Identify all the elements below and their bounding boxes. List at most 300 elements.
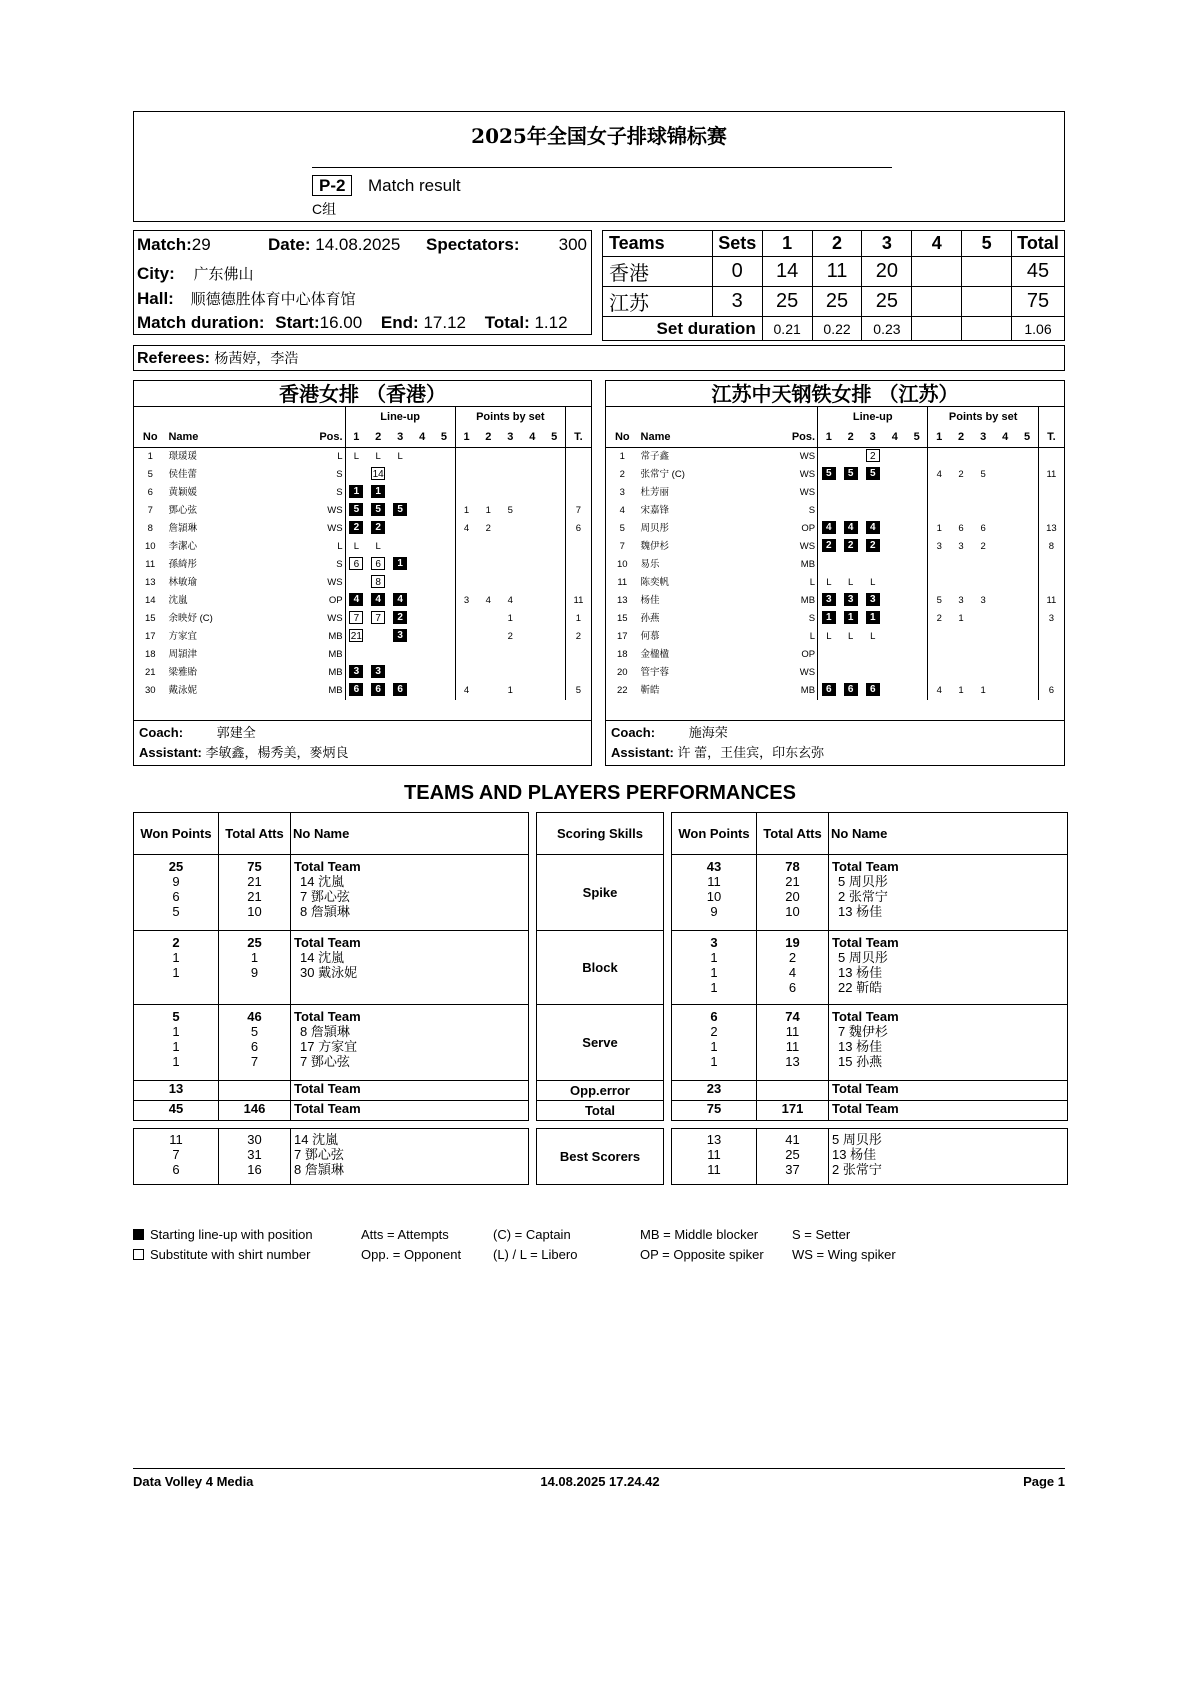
value: 7 — [172, 1147, 180, 1162]
player-entry: 30 戴泳妮 — [300, 965, 358, 980]
lineup-set-header: 1 — [818, 427, 840, 447]
player-number: 1 — [147, 450, 153, 462]
value: 1 — [710, 965, 718, 980]
player-entry: 5 周贝彤 — [838, 874, 888, 889]
player-position: S — [336, 558, 343, 570]
player-position: L — [337, 540, 343, 552]
set-duration-label: Set duration — [603, 317, 763, 341]
total-header: Total — [1012, 231, 1065, 257]
skill-name-row — [537, 931, 664, 1005]
value: 31 — [247, 1147, 262, 1162]
player-row — [606, 628, 1064, 646]
value: 43 — [706, 859, 722, 874]
opp-error-row — [672, 1081, 1068, 1101]
lineup-cell — [345, 538, 367, 556]
lineup-cell — [345, 610, 367, 628]
skill-row — [672, 855, 1068, 931]
lineup-set-header: 1 — [345, 427, 367, 447]
set-points-cell — [455, 628, 477, 646]
lineup-header: Line-up — [345, 407, 455, 427]
set-points-cell: 1 — [507, 684, 513, 696]
legend-starting — [133, 1227, 313, 1242]
set-points-cell — [972, 664, 994, 682]
player-row — [606, 538, 1064, 556]
referees-box — [133, 345, 1065, 371]
lineup-cell — [862, 592, 884, 610]
lineup-cell — [862, 628, 884, 646]
value: 10 — [247, 904, 262, 919]
starting-position-marker: 6 — [866, 683, 880, 696]
set-points-cell — [1016, 538, 1038, 556]
team-b-sets: 3 — [712, 287, 762, 317]
roster-group-header — [606, 407, 1064, 427]
player-name: 侯佳蕾 — [168, 468, 197, 480]
lineup-cell — [906, 538, 928, 556]
match-label: Match: — [137, 235, 192, 254]
footer-page: Page 1 — [1023, 1474, 1065, 1489]
player-position: S — [808, 504, 816, 516]
end-time: 17.12 — [423, 313, 466, 332]
player-name: 戴泳妮 — [168, 684, 197, 696]
lineup-cell — [818, 664, 840, 682]
total-name: Total Team — [829, 1101, 1068, 1121]
substitute-marker: 6 — [349, 557, 363, 570]
set2-header: 2 — [812, 231, 862, 257]
set-points-cell — [521, 646, 543, 664]
date-label: Date: — [268, 235, 311, 254]
total-label-row — [537, 1101, 664, 1121]
lineup-cell — [367, 466, 389, 484]
lineup-cell — [906, 556, 928, 574]
set-points-cell: 4 — [455, 682, 477, 700]
starting-position-marker: 2 — [844, 539, 858, 552]
player-entry: 7 魏伊杉 — [838, 1024, 888, 1039]
document-name: Match result — [368, 176, 461, 195]
player-total-points — [565, 664, 591, 682]
lineup-cell — [906, 466, 928, 484]
set-points-cell: 3 — [958, 594, 964, 606]
lineup-cell — [433, 664, 455, 682]
set-points-cell — [543, 484, 565, 502]
set-points-cell — [521, 447, 543, 466]
starting-position-marker: 4 — [349, 593, 363, 606]
team-b-short: 江苏 — [603, 287, 713, 317]
lineup-cell — [433, 646, 455, 664]
starting-position-marker: 1 — [349, 485, 363, 498]
footer-software: Data Volley 4 Media — [133, 1474, 254, 1489]
roster-group-header — [134, 407, 591, 427]
player-row — [134, 574, 591, 592]
set-points-cell — [950, 664, 972, 682]
player-row — [134, 520, 591, 538]
lineup-cell — [840, 466, 862, 484]
set-points-cell — [928, 646, 950, 664]
value: 5 — [250, 1024, 259, 1039]
value: 21 — [247, 874, 262, 889]
player-row — [606, 592, 1064, 610]
set-points-cell — [499, 484, 521, 502]
team-a-total: 45 — [1012, 257, 1065, 287]
set-points-cell: 1 — [980, 684, 986, 696]
value: 46 — [247, 1009, 262, 1024]
lineup-cell — [433, 502, 455, 520]
player-row — [134, 466, 591, 484]
skill-row — [134, 931, 529, 1005]
lineup-cell — [884, 484, 906, 502]
set-points-cell — [1016, 628, 1038, 646]
player-position: MB — [328, 648, 343, 660]
lineup-cell — [389, 520, 411, 538]
lineup-cell — [818, 610, 840, 628]
player-name: 宋嘉锋 — [640, 504, 670, 516]
player-name: 靳皓 — [640, 684, 660, 696]
lineup-cell — [818, 520, 840, 538]
sets-header: Sets — [712, 231, 762, 257]
set-points-cell — [521, 682, 543, 700]
player-name: 沈嵐 — [168, 594, 188, 606]
opp-error-won: 13 — [134, 1081, 219, 1101]
player-row — [134, 664, 591, 682]
hall-row — [137, 288, 356, 309]
player-entry: 7 鄧心弦 — [300, 889, 350, 904]
points-set-header: 4 — [994, 427, 1016, 447]
total-duration: 1.06 — [1012, 317, 1065, 341]
set4-duration — [912, 317, 962, 341]
sets-header-row — [603, 231, 1065, 257]
won-points-cell — [672, 1005, 757, 1081]
lineup-cell — [818, 592, 840, 610]
libero-marker: L — [848, 576, 854, 588]
set-points-cell — [455, 574, 477, 592]
player-total-points: 7 — [565, 502, 591, 520]
end-label: End: — [380, 313, 419, 332]
lineup-cell — [884, 610, 906, 628]
player-number: 17 — [144, 630, 156, 642]
opp-error-row — [134, 1081, 529, 1101]
set-points-cell — [499, 646, 521, 664]
lineup-cell — [884, 502, 906, 520]
lineup-cell — [906, 502, 928, 520]
player-position: WS — [799, 666, 816, 678]
set-points-cell — [994, 538, 1016, 556]
set-points-cell — [543, 502, 565, 520]
lineup-cell — [389, 646, 411, 664]
set-points-cell — [1016, 682, 1038, 700]
skill-serve: Serve — [537, 1005, 664, 1081]
lineup-cell — [884, 646, 906, 664]
lineup-cell — [367, 664, 389, 682]
lineup-cell — [818, 447, 840, 466]
set-points-cell — [994, 484, 1016, 502]
player-total-points — [1038, 646, 1064, 664]
lineup-cell — [345, 466, 367, 484]
lineup-cell — [345, 682, 367, 700]
player-number: 15 — [616, 612, 628, 624]
team-a-short: 香港 — [603, 257, 713, 287]
value: 11 — [785, 1024, 800, 1039]
lineup-cell — [367, 502, 389, 520]
value: 2 — [710, 1024, 718, 1039]
skill-row — [672, 931, 1068, 1005]
perf-spacer-cell — [672, 1121, 1068, 1129]
set2-duration: 0.22 — [812, 317, 862, 341]
spectators-value: 300 — [558, 235, 587, 254]
lineup-cell — [818, 538, 840, 556]
player-name: 黄颖媛 — [168, 486, 197, 498]
set-points-cell — [543, 646, 565, 664]
player-names-cell — [291, 855, 529, 931]
set-points-cell: 4 — [507, 594, 513, 606]
team-a-coach-row — [139, 723, 586, 743]
scoring-skills-table — [536, 812, 664, 1185]
set-points-cell: 3 — [980, 594, 986, 606]
lineup-cell — [840, 574, 862, 592]
set-points-cell — [477, 538, 499, 556]
set-points-cell — [543, 610, 565, 628]
player-number: 4 — [619, 504, 625, 516]
lineup-cell — [862, 466, 884, 484]
set-points-cell — [994, 520, 1016, 538]
libero-marker: L — [848, 630, 854, 642]
player-total-points — [565, 556, 591, 574]
set-points-cell — [455, 664, 477, 682]
set-points-cell — [950, 556, 972, 574]
set-points-cell: 5 — [928, 592, 950, 610]
starting-position-marker: 5 — [866, 467, 880, 480]
lineup-cell — [411, 574, 433, 592]
name-header: Name — [639, 427, 778, 447]
lineup-cell — [862, 682, 884, 700]
player-total-points — [565, 484, 591, 502]
player-row — [606, 484, 1064, 502]
player-total-points: 3 — [1038, 610, 1064, 628]
atts-cell — [219, 855, 291, 931]
lineup-cell — [862, 556, 884, 574]
player-position: OP — [801, 522, 816, 534]
lineup-cell — [906, 484, 928, 502]
legend-ws: WS = Wing spiker — [792, 1247, 896, 1262]
set-points-cell: 1 — [455, 502, 477, 520]
lineup-cell — [884, 520, 906, 538]
performance-table-team-a — [133, 812, 529, 1185]
set-points-cell — [455, 556, 477, 574]
opp-error-label-row — [537, 1081, 664, 1101]
opp-error-name: Total Team — [291, 1081, 529, 1101]
roster-blank — [1038, 407, 1064, 427]
set-points-cell: 1 — [958, 612, 964, 624]
team-a-set2: 11 — [812, 257, 862, 287]
set-points-cell — [477, 646, 499, 664]
lineup-cell — [345, 574, 367, 592]
legend-op: OP = Opposite spiker — [640, 1247, 764, 1262]
player-total-points: 11 — [1038, 466, 1064, 484]
set-points-cell — [1016, 592, 1038, 610]
value: 1 — [172, 950, 180, 965]
player-entry: 2 张常宁 — [832, 1162, 882, 1177]
no-name-header: No Name — [291, 813, 529, 855]
value: 6 — [172, 1162, 180, 1177]
starting-position-marker: 4 — [866, 521, 880, 534]
set-points-cell — [499, 556, 521, 574]
hall-label: Hall: — [137, 289, 174, 308]
lineup-cell — [433, 520, 455, 538]
libero-marker: L — [870, 576, 876, 588]
player-row — [606, 682, 1064, 700]
value: 11 — [169, 1132, 183, 1147]
set-points-cell — [928, 502, 950, 520]
player-name: 孙燕 — [640, 612, 660, 624]
match-number-row — [137, 235, 211, 255]
pos-header: Pos. — [778, 427, 818, 447]
lineup-cell — [818, 556, 840, 574]
player-total-points — [565, 574, 591, 592]
total-row — [134, 1101, 529, 1121]
team-b-total: 75 — [1012, 287, 1065, 317]
value: 2 — [172, 935, 180, 950]
player-entry: 15 孙燕 — [838, 1054, 883, 1069]
player-total-points — [565, 538, 591, 556]
starting-position-marker: 5 — [822, 467, 836, 480]
libero-marker: L — [375, 540, 381, 552]
lineup-cell — [433, 466, 455, 484]
lineup-cell — [906, 628, 928, 646]
set-points-cell — [928, 664, 950, 682]
won-points-cell — [134, 855, 219, 931]
set-points-cell: 1 — [507, 612, 513, 624]
team-b-set3: 25 — [862, 287, 912, 317]
libero-marker: L — [375, 450, 381, 462]
skill-name-row — [537, 855, 664, 931]
player-total-points: 2 — [565, 628, 591, 646]
set-points-cell — [972, 610, 994, 628]
lineup-cell — [862, 447, 884, 466]
total-atts: 146 — [219, 1101, 291, 1121]
lineup-cell — [884, 628, 906, 646]
player-total-points: 6 — [1038, 682, 1064, 700]
starting-position-marker: 3 — [844, 593, 858, 606]
player-total-points — [565, 466, 591, 484]
set-points-cell: 3 — [928, 538, 950, 556]
set-points-cell — [521, 610, 543, 628]
spectators-label — [426, 235, 520, 255]
player-row — [606, 466, 1064, 484]
perf-header-row — [672, 813, 1068, 855]
value: 5 — [172, 1009, 180, 1024]
player-names-cell — [829, 855, 1068, 931]
lineup-cell — [862, 502, 884, 520]
set-points-cell — [543, 628, 565, 646]
team-b-name: 江苏中天钢铁女排 （江苏） — [606, 381, 1064, 407]
group-label: C组 — [312, 201, 337, 217]
perf-spacer — [672, 1121, 1068, 1129]
player-name: 杜芳丽 — [640, 486, 670, 498]
player-row — [134, 447, 591, 466]
player-total-points — [1038, 447, 1064, 466]
legend-atts: Atts = Attempts — [361, 1227, 449, 1242]
empty-square-icon — [133, 1249, 144, 1260]
player-number: 30 — [144, 684, 156, 696]
value: 21 — [247, 889, 262, 904]
set-points-cell — [994, 646, 1016, 664]
teams-header: Teams — [603, 231, 713, 257]
set-points-cell — [521, 574, 543, 592]
skill-row — [134, 855, 529, 931]
value: 11 — [707, 1162, 721, 1177]
lineup-cell — [345, 502, 367, 520]
player-position: MB — [328, 630, 343, 642]
set-points-cell — [521, 664, 543, 682]
lineup-cell — [433, 610, 455, 628]
player-entry: 8 詹頴琳 — [300, 904, 350, 919]
player-position: L — [809, 576, 816, 588]
lineup-cell — [818, 574, 840, 592]
team-b-assistant-row — [611, 743, 1059, 763]
team-a-assistant-row — [139, 743, 586, 763]
value: 25 — [785, 1147, 800, 1162]
set-points-cell — [1016, 502, 1038, 520]
value: 25 — [247, 935, 262, 950]
points-by-set-header: Points by set — [455, 407, 565, 427]
starting-position-marker: 6 — [822, 683, 836, 696]
lineup-cell — [906, 610, 928, 628]
set-points-cell — [521, 520, 543, 538]
best-scorers-won — [134, 1129, 219, 1185]
atts-cell — [757, 931, 829, 1005]
won-points-header: Won Points — [672, 813, 757, 855]
set-points-cell — [521, 628, 543, 646]
lineup-cell — [389, 610, 411, 628]
set-points-cell: 6 — [980, 522, 986, 534]
player-row — [606, 520, 1064, 538]
starting-position-marker: 1 — [393, 557, 407, 570]
value: 11 — [707, 1147, 721, 1162]
lineup-cell — [840, 484, 862, 502]
lineup-set-header: 5 — [906, 427, 928, 447]
player-position: WS — [799, 540, 816, 552]
set-points-cell — [455, 646, 477, 664]
player-entry: 7 鄧心弦 — [294, 1147, 344, 1162]
lineup-cell — [367, 484, 389, 502]
team-a-assistant: 李敏鑫，楊秀美，麥炳良 — [205, 745, 349, 760]
lineup-cell — [411, 466, 433, 484]
lineup-set-header: 4 — [884, 427, 906, 447]
starting-position-marker: 2 — [822, 539, 836, 552]
player-position: MB — [800, 594, 816, 606]
lineup-cell — [389, 628, 411, 646]
won-points-header: Won Points — [134, 813, 219, 855]
set-points-cell: 4 — [455, 520, 477, 538]
total-team-label: Total Team — [832, 859, 899, 874]
skill-block: Block — [537, 931, 664, 1005]
player-name: 周頴津 — [168, 648, 197, 660]
lineup-cell — [906, 682, 928, 700]
scoring-skills-header: Scoring Skills — [537, 813, 664, 855]
hall-value: 顺德德胜体育中心体育馆 — [190, 291, 356, 308]
player-name: 管宇蓉 — [640, 666, 670, 678]
atts-cell — [757, 1005, 829, 1081]
lineup-cell — [884, 682, 906, 700]
best-scorers-label-row — [537, 1129, 664, 1185]
set-points-cell: 5 — [507, 504, 513, 516]
player-total-points: 1 — [565, 610, 591, 628]
value: 1 — [172, 1024, 180, 1039]
lineup-set-header: 3 — [389, 427, 411, 447]
player-total-points: 11 — [565, 592, 591, 610]
set-points-cell — [994, 447, 1016, 466]
team-b-coach: 施海荣 — [688, 725, 728, 740]
lineup-cell — [840, 592, 862, 610]
player-entry: 13 杨佳 — [838, 1039, 883, 1054]
